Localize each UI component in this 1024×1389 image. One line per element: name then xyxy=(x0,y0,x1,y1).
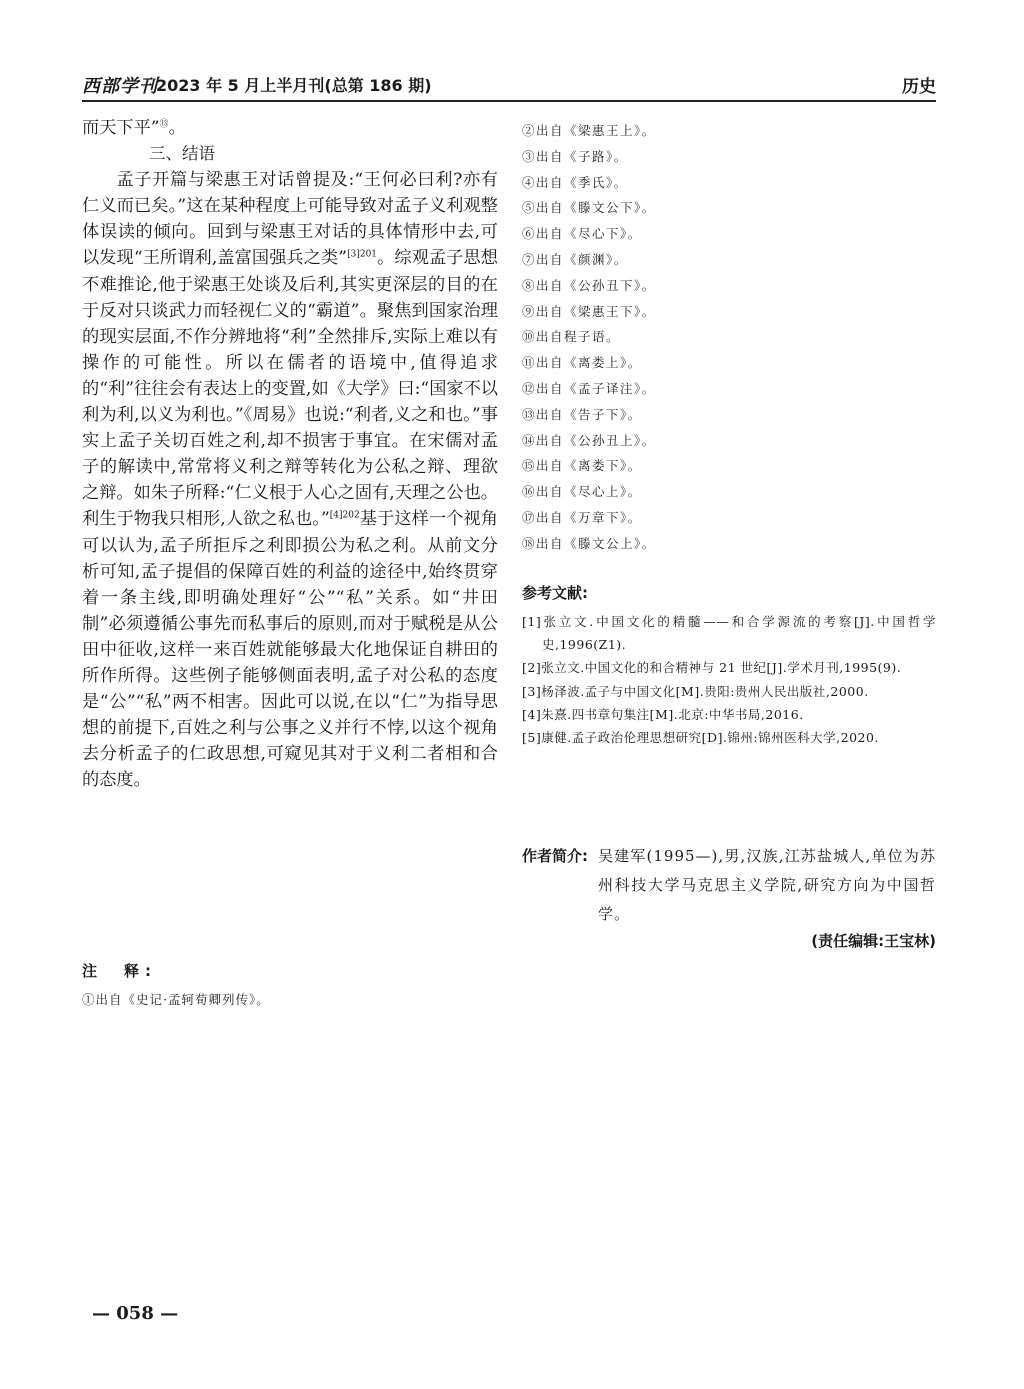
footnote-marker: ⑬ xyxy=(159,119,169,130)
citation-marker: [4]202 xyxy=(329,510,360,521)
reference-item: [3]杨泽波.孟子与中国文化[M].贵阳:贵州人民出版社,2000. xyxy=(522,683,869,699)
reference-item: [1]张立文.中国文化的精髓——和合学源流的考察[J].中国哲学史,1996(Z1). xyxy=(522,614,936,653)
section-heading: 三、结语 xyxy=(149,144,215,164)
note-item: ⑫出自《孟子译注》。 xyxy=(522,380,656,396)
reference-item: [2]张立文.中国文化的和合精神与 21 世纪[J].学术月刊,1995(9). xyxy=(522,660,902,676)
references-title: 参考文献: xyxy=(522,584,588,602)
right-column-notes xyxy=(522,118,938,557)
note-item: ⑱出自《滕文公上》。 xyxy=(522,535,656,551)
note-item: ①出自《史记·孟轲荀卿列传》。 xyxy=(82,992,270,1007)
citation-marker: [3]201 xyxy=(347,249,378,260)
note-item: ⑧出自《公孙丑下》。 xyxy=(522,277,656,293)
note-item: ⑦出自《颜渊》。 xyxy=(522,251,628,267)
note-item: ⑥出自《尽心下》。 xyxy=(522,226,642,242)
note-item: ⑯出自《尽心上》。 xyxy=(522,484,642,500)
running-header xyxy=(82,70,936,102)
note-item: ③出自《子路》。 xyxy=(522,148,628,164)
note-item: ⑰出自《万章下》。 xyxy=(522,509,642,525)
issue-info: 2023 年 5 月上半月刊(总第 186 期) xyxy=(156,76,432,95)
note-item: ④出自《季氏》。 xyxy=(522,174,628,190)
notes-title: 注 释: xyxy=(82,962,157,980)
note-item: ②出自《梁惠王上》。 xyxy=(522,123,656,138)
responsible-editor: (责任编辑:王宝林) xyxy=(811,932,936,950)
note-item: ⑮出自《离娄下》。 xyxy=(522,458,642,474)
references-list xyxy=(522,610,936,749)
note-item: ⑪出自《离娄上》。 xyxy=(522,355,642,371)
reference-item: [4]朱熹.四书章句集注[M].北京:中华书局,2016. xyxy=(522,706,804,722)
note-item: ⑩出自程子语。 xyxy=(522,329,621,345)
note-item: ⑤出自《滕文公下》。 xyxy=(522,200,656,216)
author-bio-text: 吴建军(1995—),男,汉族,江苏盐城人,单位为苏州科技大学马克思主义学院,研究方向为中国哲学。 xyxy=(598,847,936,923)
reference-item: [5]康健.孟子政治伦理思想研究[D].锦州:锦州医科大学,2020. xyxy=(522,730,879,746)
section-label: 历史 xyxy=(902,77,936,97)
conclusion-paragraph: 孟子开篇与梁惠王对话曾提及:“王何必曰利?亦有仁义而已矣。”这在某种程度上可能导致对孟子义利观整体误读的倾向。回到与梁惠王对话的具体情形中去,可以发现“王所谓利,盖富国强兵之类”$^{[3]201}$。综观孟子思想不难推论,他于梁惠王处谈及后利,其实更深层的目的在于反对只谈武力而轻视仁义的“霸道”。聚焦到国家治理的现实层面,不作分辨地将“利”全然排斥,实际上难以有操作的可能性。所以在儒者的语境中,值得追求的“利”往往会有表达上的变置,如《大学》曰:“国家不以利为利,以义为利也。”《周易》也说:“利者,义之和也。”事实上孟子关切百姓之利,却不损害于事宜。在宋儒对孟子的解读中,常常将义利之辩等转化为公私之辩、理欲之辩。如朱子所释:“仁义根于人心之固有,天理之公也。利生于物我只相形,人欲之私也。”$^{[4]202}$基于这样一个视角可以认为,孟子所拒斥之利即损公为私之利。从前文分析可知,孟子提倡的保障百姓的利益的途径中,始终贯穿着一条主线,即明确处理好“公”“私”关系。如“井田制”必须遵循公事先而私事后的原则,而对于赋税是从公田中征收,这样一来百姓就能够最大化地保证自耕田的所作所得。这些例子能够侧面表明,孟子对公私的态度是“公”“私”两不相害。因此可以说,在以“仁”为指导思想的前提下,百姓之利与公事之义并行不悖,以这个视角去分析孟子的仁政思想,可窥见其对于义利二者相和合的态度。 xyxy=(82,170,498,791)
author-bio-label: 作者简介: xyxy=(522,847,588,865)
note-item: ⑨出自《梁惠王下》。 xyxy=(522,303,656,319)
author-bio xyxy=(522,842,936,929)
paragraph-continued: 而天下平”⑬。 xyxy=(82,118,186,138)
page-number: — 058 — xyxy=(92,1303,179,1324)
journal-logo: 西部学刊 xyxy=(82,76,158,97)
note-item: ⑬出自《告子下》。 xyxy=(522,406,642,422)
left-column xyxy=(82,115,498,793)
note-item: ⑭出自《公孙丑上》。 xyxy=(522,432,656,448)
